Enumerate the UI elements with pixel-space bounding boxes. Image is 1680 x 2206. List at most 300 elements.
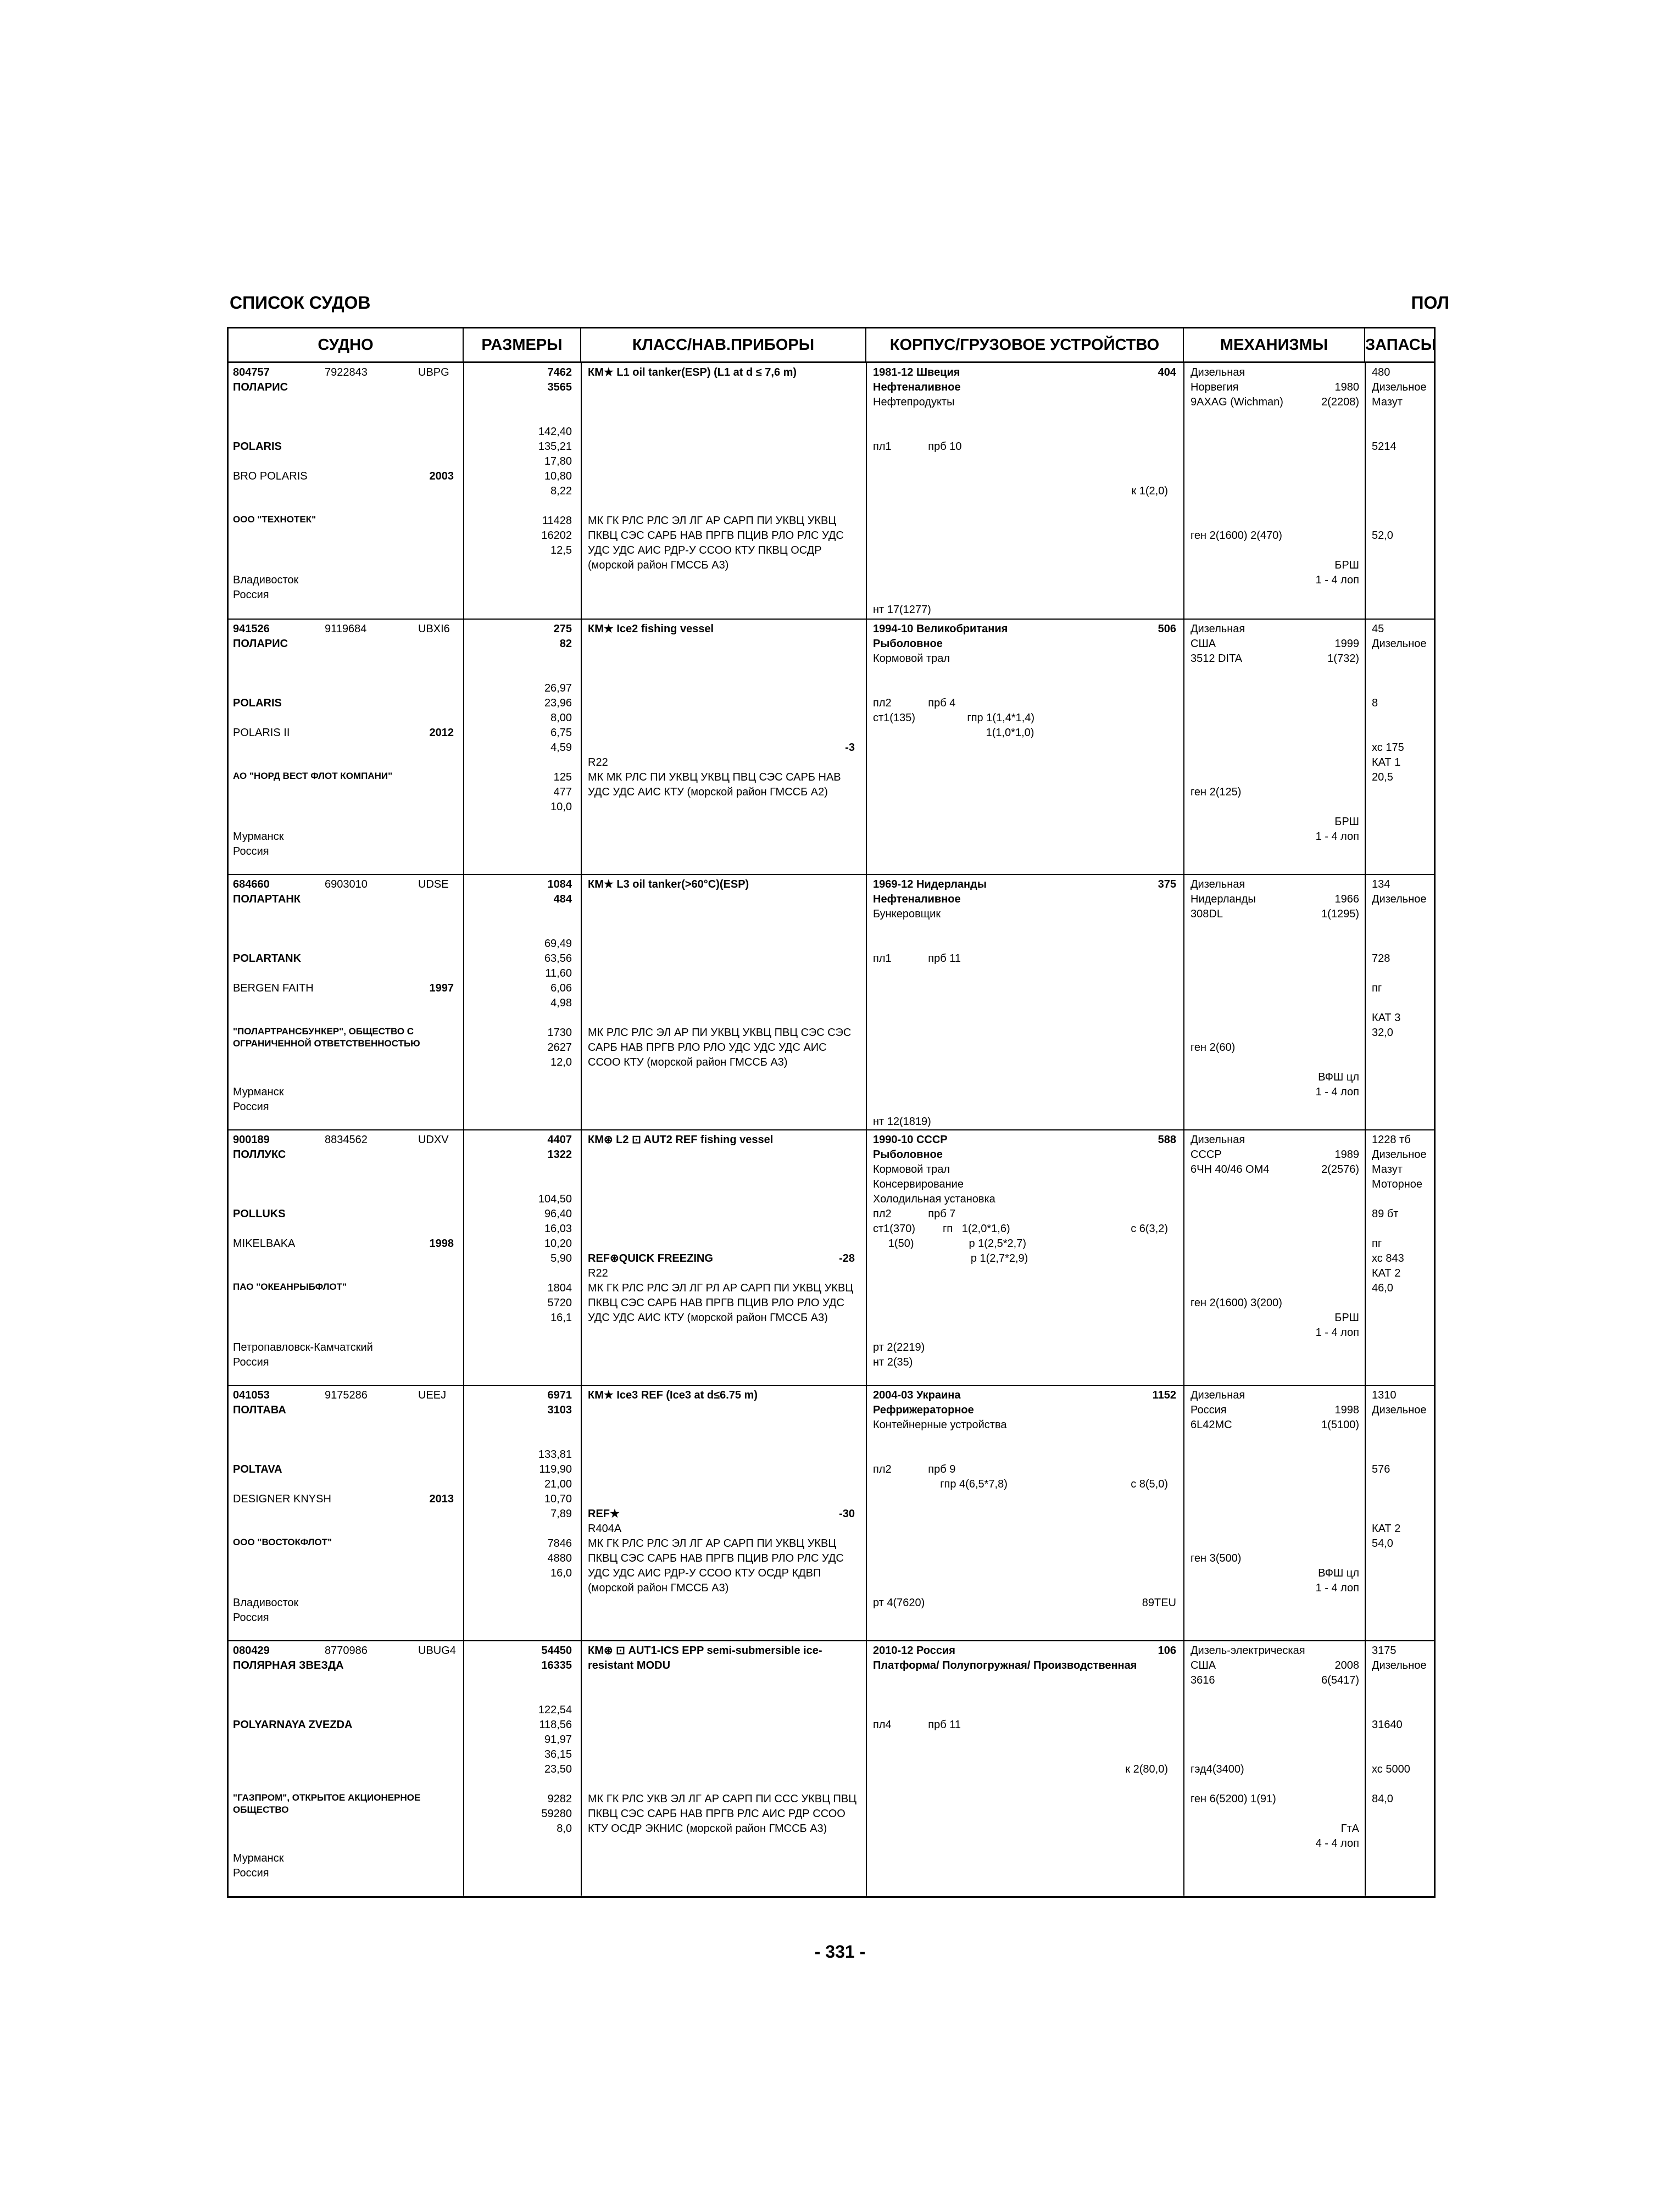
refrigerant-agent: R22 — [588, 1267, 608, 1279]
navigation-equipment: МК ГК РЛС РЛС ЭЛ ЛГ АР САРП ПИ УКВЦ УКВЦ ПКВЦ СЭС САРБ НАВ ПРГВ ПЦИВ РЛО РЛС УДС УДС УДС АИС РДР-У ССОО КТУ ОСДР КДВП (морской район ГМССБ А3) — [588, 1537, 844, 1594]
hull-detail: 1(1,0*1,0) — [873, 727, 1034, 739]
imo-number: 9119684 — [325, 623, 367, 635]
machinery-detail: ген 3(500) — [1191, 1552, 1242, 1564]
navigation-equipment: МК ГК РЛС РЛС ЭЛ ЛГ РЛ АР САРП ПИ УКВЦ УКВЦ ПКВЦ СЭС САРБ НАВ ПРГВ ПЦИВ РЛО РЛО УДС УДС УДС АИС КТУ (морской район ГМССБ А3) — [588, 1282, 854, 1324]
column-divider — [866, 875, 867, 1129]
owner-name: ПАО "ОКЕАНРЫБФЛОТ" — [233, 1282, 347, 1292]
stock-detail: 1228 тб — [1372, 1134, 1411, 1146]
former-name: BERGEN FAITH — [233, 982, 314, 994]
machinery-detail-right: 1 - 4 лоп — [1315, 1086, 1359, 1098]
vessel-entry — [229, 874, 1434, 1129]
dimension-value: 54450 — [541, 1645, 572, 1657]
flag-country: Россия — [233, 1612, 269, 1624]
stock-detail: 5214 — [1372, 441, 1397, 453]
vessel-latin-name: POLARIS — [233, 441, 282, 453]
hull-detail: Кормовой трал — [873, 653, 950, 665]
refrigeration-temp: -3 — [845, 742, 855, 754]
dimension-value: 104,50 — [538, 1193, 572, 1205]
column-divider — [866, 363, 867, 619]
column-divider — [1365, 1386, 1366, 1640]
machinery-detail: 9AXAG (Wichman) — [1191, 396, 1283, 408]
machinery-detail: 3512 DITA — [1191, 653, 1243, 665]
hull-detail: пл2 прб 7 — [873, 1208, 956, 1220]
owner-name: АО "НОРД ВЕСТ ФЛОТ КОМПАНИ" — [233, 771, 393, 781]
hull-detail: Нефтепродукты — [873, 396, 955, 408]
dimension-value: 1730 — [547, 1027, 572, 1039]
refrigeration-temp: -30 — [839, 1508, 855, 1520]
column-divider — [463, 1641, 464, 1896]
dimension-value: 8,00 — [550, 712, 572, 724]
hull-detail: Нефтеналивное — [873, 381, 961, 393]
dimension-value: 11,60 — [545, 967, 572, 979]
machinery-detail: ген 2(125) — [1191, 786, 1242, 798]
stock-detail: Дизельное — [1372, 1659, 1427, 1672]
machinery-detail: США — [1191, 1659, 1216, 1672]
stock-detail: 576 — [1372, 1463, 1390, 1475]
refrigerant-agent: R22 — [588, 756, 608, 768]
stock-detail: 480 — [1372, 366, 1390, 378]
column-divider — [581, 1641, 582, 1896]
dimension-value: 12,0 — [550, 1056, 572, 1068]
dimension-value: 17,80 — [544, 455, 572, 467]
stock-detail: 1310 — [1372, 1389, 1397, 1401]
owner-name: ООО "ТЕХНОТЕК" — [233, 514, 316, 525]
stock-detail: Дизельное — [1372, 893, 1427, 905]
registry-number: 080429 — [233, 1645, 270, 1657]
column-divider — [463, 875, 464, 1129]
machinery-detail-right: 4 - 4 лоп — [1315, 1837, 1359, 1850]
machinery-detail-right: БРШ — [1334, 1312, 1359, 1324]
machinery-detail: Россия — [1191, 1404, 1227, 1416]
column-divider — [866, 620, 867, 874]
dimension-value: 16,0 — [550, 1567, 572, 1579]
machinery-detail: ген 2(60) — [1191, 1041, 1236, 1054]
hull-detail: ст1(370) гп 1(2,0*1,6) — [873, 1223, 1010, 1235]
dimension-value: 6,75 — [550, 727, 572, 739]
dimension-value: 8,0 — [557, 1823, 572, 1835]
dimension-value: 91,97 — [544, 1734, 572, 1746]
dimension-value: 59280 — [541, 1808, 572, 1820]
hull-detail: нт 2(35) — [873, 1356, 913, 1368]
call-sign: UDXV — [418, 1134, 449, 1146]
col-header-class: КЛАСС/НАВ.ПРИБОРЫ — [581, 328, 866, 361]
machinery-detail: СССР — [1191, 1149, 1222, 1161]
owner-name: "ГАЗПРОМ", ОТКРЫТОЕ АКЦИОНЕРНОЕ ОБЩЕСТВО — [233, 1792, 421, 1815]
navigation-equipment: МК ГК РЛС УКВ ЭЛ ЛГ АР САРП ПИ ССС УКВЦ ПВЦ ПКВЦ СЭС САРБ НАВ ПРГВ РЛС АИС РДР ССОО КТУ ОСДР ЭКНИС (морской район ГМССБ А3) — [588, 1793, 857, 1835]
column-divider — [463, 1130, 464, 1385]
vessel-latin-name: POLTAVA — [233, 1463, 282, 1475]
dimension-value: 1804 — [547, 1282, 572, 1294]
hull-value: 506 — [1158, 623, 1176, 635]
stock-detail: пг — [1372, 1238, 1382, 1250]
page-number: - 331 - — [814, 1942, 866, 1962]
column-divider — [1365, 620, 1366, 874]
class-notation: КМ★ L3 oil tanker(>60°C)(ESP) — [588, 878, 749, 890]
machinery-detail-right: 1 - 4 лоп — [1315, 1582, 1359, 1594]
call-sign: UBPG — [418, 366, 449, 378]
machinery-detail-right: 1966 — [1334, 893, 1359, 905]
dimension-value: 10,80 — [544, 470, 572, 482]
dimension-value: 5720 — [547, 1297, 572, 1309]
dimension-value: 9282 — [547, 1793, 572, 1805]
imo-number: 8834562 — [325, 1134, 368, 1146]
hull-detail: пл4 прб 11 — [873, 1719, 961, 1731]
dimension-value: 1084 — [547, 878, 572, 890]
class-notation: КМ★ Ice2 fishing vessel — [588, 623, 714, 635]
dimension-value: 16,03 — [544, 1223, 572, 1235]
stock-detail: 46,0 — [1372, 1282, 1393, 1294]
vessel-latin-name: POLARIS — [233, 697, 282, 709]
hull-detail: пл1 прб 10 — [873, 441, 962, 453]
hull-value: 106 — [1158, 1645, 1176, 1657]
refrigeration-class: REF★ — [588, 1508, 620, 1520]
hull-detail: нт 17(1277) — [873, 604, 931, 616]
dimension-value: 119,90 — [539, 1463, 572, 1475]
hull-detail: Нефтеналивное — [873, 893, 961, 905]
hull-detail: Рыболовное — [873, 1149, 943, 1161]
class-notation: КМ⊛ ⊡ AUT1-ICS EPP semi-submersible ice-resistant MODU — [588, 1645, 822, 1672]
machinery-detail-right: ВФШ цл — [1318, 1567, 1359, 1579]
hull-detail: Рефрижераторное — [873, 1404, 974, 1416]
machinery-detail-right: 1998 — [1334, 1404, 1359, 1416]
column-divider — [581, 1130, 582, 1385]
vessel-latin-name: POLYARNAYA ZVEZDA — [233, 1719, 353, 1731]
hull-detail: рт 4(7620) — [873, 1597, 925, 1609]
stock-detail: 54,0 — [1372, 1537, 1393, 1550]
machinery-detail: Норвегия — [1191, 381, 1239, 393]
flag-country: Россия — [233, 845, 269, 857]
dimension-value: 135,21 — [538, 441, 572, 453]
vessel-name: ПОЛАРИС — [233, 381, 288, 393]
dimension-value: 6,06 — [550, 982, 572, 994]
hull-detail: Контейнерные устройства — [873, 1419, 1007, 1431]
stock-detail: 20,5 — [1372, 771, 1393, 783]
dimension-value: 82 — [559, 638, 572, 650]
build-date-country: 1994-10 Великобритания — [873, 623, 1008, 635]
dimension-value: 477 — [553, 786, 572, 798]
stock-detail: 52,0 — [1372, 530, 1393, 542]
build-year: 1997 — [429, 982, 454, 994]
machinery-detail: Дизельная — [1191, 366, 1245, 378]
column-divider — [581, 875, 582, 1129]
hull-detail: Бункеровщик — [873, 908, 941, 920]
stock-detail: 89 бт — [1372, 1208, 1399, 1220]
flag-country: Россия — [233, 1356, 269, 1368]
stock-detail: пг — [1372, 982, 1382, 994]
hull-value: 404 — [1158, 366, 1176, 378]
dimension-value: 5,90 — [550, 1252, 572, 1264]
vessel-name: ПОЛЛУКС — [233, 1149, 286, 1161]
stock-detail: 728 — [1372, 952, 1390, 965]
vessel-entry — [229, 1640, 1434, 1896]
dimension-value: 4,59 — [550, 742, 572, 754]
column-divider — [1183, 1130, 1184, 1385]
entries-container — [229, 363, 1434, 1896]
dimension-value: 133,81 — [538, 1449, 572, 1461]
dimension-value: 63,56 — [544, 952, 572, 965]
former-name: MIKELBAKA — [233, 1238, 296, 1250]
container-capacity: 89TEU — [1142, 1597, 1176, 1609]
build-year: 2013 — [429, 1493, 454, 1505]
dimension-value: 16202 — [541, 530, 572, 542]
hull-value: 375 — [1158, 878, 1176, 890]
dimension-value: 142,40 — [538, 426, 572, 438]
imo-number: 6903010 — [325, 878, 368, 890]
machinery-detail: США — [1191, 638, 1216, 650]
former-name: DESIGNER KNYSH — [233, 1493, 331, 1505]
col-header-vessel: СУДНО — [229, 328, 464, 361]
machinery-detail: ген 6(5200) 1(91) — [1191, 1793, 1276, 1805]
dimension-value: 275 — [553, 623, 572, 635]
machinery-detail-right: БРШ — [1334, 559, 1359, 571]
machinery-detail-right: 1(1295) — [1321, 908, 1359, 920]
hull-detail: Платформа/ Полупогружная/ Производственная — [873, 1659, 1137, 1672]
dimension-value: 10,0 — [550, 801, 572, 813]
dimension-value: 16335 — [541, 1659, 572, 1672]
machinery-detail-right: 1 - 4 лоп — [1315, 574, 1359, 586]
stock-detail: КАТ 2 — [1372, 1523, 1401, 1535]
column-divider — [866, 1386, 867, 1640]
former-name: POLARIS II — [233, 727, 290, 739]
flag-country: Россия — [233, 1867, 269, 1879]
stock-detail: 84,0 — [1372, 1793, 1393, 1805]
dimension-value: 7846 — [547, 1537, 572, 1550]
machinery-detail-right: 2(2208) — [1321, 396, 1359, 408]
registry-number: 900189 — [233, 1134, 270, 1146]
stock-detail: КАТ 3 — [1372, 1012, 1401, 1024]
machinery-detail: 308DL — [1191, 908, 1223, 920]
vessel-name: ПОЛЯРНАЯ ЗВЕЗДА — [233, 1659, 344, 1672]
stock-detail: 8 — [1372, 697, 1378, 709]
dimension-value: 26,97 — [544, 682, 572, 694]
stock-detail: хс 5000 — [1372, 1763, 1410, 1775]
dimension-value: 122,54 — [538, 1704, 572, 1716]
column-divider — [1365, 363, 1366, 619]
registry-number: 804757 — [233, 366, 270, 378]
hull-detail-right: с 8(5,0) — [1131, 1478, 1168, 1490]
col-header-hull: КОРПУС/ГРУЗОВОЕ УСТРОЙСТВО — [866, 328, 1184, 361]
machinery-detail-right: БРШ — [1334, 816, 1359, 828]
build-date-country: 1990-10 СССР — [873, 1134, 948, 1146]
hull-detail: Рыболовное — [873, 638, 943, 650]
stock-detail: 31640 — [1372, 1719, 1403, 1731]
stock-detail: Мазут — [1372, 1163, 1403, 1176]
dimension-value: 484 — [553, 893, 572, 905]
class-notation: КМ★ L1 oil tanker(ESP) (L1 at d ≤ 7,6 m) — [588, 366, 797, 378]
dimension-value: 16,1 — [550, 1312, 572, 1324]
machinery-detail: Дизельная — [1191, 1389, 1245, 1401]
column-divider — [1365, 875, 1366, 1129]
navigation-equipment: МК ГК РЛС РЛС ЭЛ ЛГ АР САРП ПИ УКВЦ УКВЦ ПКВЦ СЭС САРБ НАВ ПРГВ ПЦИВ РЛО РЛС УДС УДС УДС АИС РДР-У ССОО КТУ ПКВЦ ОСДР (морской район ГМССБ А3) — [588, 515, 844, 571]
column-divider — [463, 1386, 464, 1640]
vessel-entry — [229, 1129, 1434, 1385]
refrigeration-class: REF⊛QUICK FREEZING — [588, 1252, 713, 1264]
hull-detail-right: к 1(2,0) — [1131, 485, 1168, 497]
dimension-value: 11428 — [542, 515, 572, 527]
stock-detail: Мазут — [1372, 396, 1403, 408]
hull-detail: нт 12(1819) — [873, 1116, 931, 1128]
dimension-value: 96,40 — [544, 1208, 572, 1220]
dimension-value: 12,5 — [550, 544, 572, 556]
vessel-entry — [229, 1385, 1434, 1640]
hull-detail: р 1(2,7*2,9) — [873, 1252, 1028, 1264]
column-divider — [1183, 620, 1184, 874]
machinery-detail-right: ГтА — [1340, 1823, 1359, 1835]
build-date-country: 1969-12 Нидерланды — [873, 878, 987, 890]
dimension-value: 4880 — [547, 1552, 572, 1564]
dimension-value: 2627 — [547, 1041, 572, 1054]
machinery-detail-right: 1 - 4 лоп — [1315, 831, 1359, 843]
home-port: Мурманск — [233, 1086, 284, 1098]
build-year: 2003 — [429, 470, 454, 482]
ship-register-table — [227, 327, 1436, 1898]
dimension-value: 118,56 — [539, 1719, 572, 1731]
hull-detail: Консервирование — [873, 1178, 964, 1190]
call-sign: UEEJ — [418, 1389, 447, 1401]
stock-detail: КАТ 1 — [1372, 756, 1401, 768]
imo-number: 9175286 — [325, 1389, 368, 1401]
stock-detail: КАТ 2 — [1372, 1267, 1401, 1279]
column-divider — [866, 1641, 867, 1896]
dimension-value: 10,70 — [544, 1493, 572, 1505]
stock-detail: хс 843 — [1372, 1252, 1404, 1264]
dimension-value: 3103 — [547, 1404, 572, 1416]
registry-number: 941526 — [233, 623, 270, 635]
registry-number: 041053 — [233, 1389, 270, 1401]
dimension-value: 7462 — [547, 366, 572, 378]
machinery-detail: гэд4(3400) — [1191, 1763, 1244, 1775]
hull-detail: гпр 4(6,5*7,8) — [873, 1478, 1008, 1490]
call-sign: UBUG4 — [418, 1645, 456, 1657]
home-port: Владивосток — [233, 574, 299, 586]
hull-detail-right: к 2(80,0) — [1125, 1763, 1168, 1775]
dimension-value: 23,50 — [544, 1763, 572, 1775]
column-divider — [463, 363, 464, 619]
dimension-value: 6971 — [547, 1389, 572, 1401]
machinery-detail: 6L42MC — [1191, 1419, 1232, 1431]
machinery-detail-right: 6(5417) — [1321, 1674, 1359, 1686]
call-sign: UBXI6 — [418, 623, 450, 635]
hull-detail: 1(50) р 1(2,5*2,7) — [873, 1238, 1027, 1250]
stock-detail: хс 175 — [1372, 742, 1404, 754]
dimension-value: 7,89 — [550, 1508, 572, 1520]
imo-number: 8770986 — [325, 1645, 368, 1657]
machinery-detail-right: 1(5100) — [1321, 1419, 1359, 1431]
class-notation: КМ⊛ L2 ⊡ AUT2 REF fishing vessel — [588, 1134, 774, 1146]
registry-number: 684660 — [233, 878, 270, 890]
machinery-detail: Дизельная — [1191, 878, 1245, 890]
hull-detail: Холодильная установка — [873, 1193, 995, 1205]
build-date-country: 2004-03 Украина — [873, 1389, 961, 1401]
dimension-value: 23,96 — [544, 697, 572, 709]
dimension-value: 4,98 — [550, 997, 572, 1009]
column-divider — [866, 1130, 867, 1385]
imo-number: 7922843 — [325, 366, 368, 378]
dimension-value: 36,15 — [544, 1748, 572, 1761]
dimension-value: 4407 — [547, 1134, 572, 1146]
home-port: Мурманск — [233, 1852, 284, 1864]
vessel-entry — [229, 619, 1434, 874]
dimension-value: 21,00 — [544, 1478, 572, 1490]
navigation-equipment: МК МК РЛС ПИ УКВЦ УКВЦ ПВЦ СЭС САРБ НАВ УДС УДС АИС КТУ (морской район ГМССБ А2) — [588, 771, 841, 798]
column-divider — [581, 620, 582, 874]
home-port: Мурманск — [233, 831, 284, 843]
hull-detail: пл2 прб 9 — [873, 1463, 956, 1475]
machinery-detail: 6ЧН 40/46 ОМ4 — [1191, 1163, 1270, 1176]
vessel-entry — [229, 363, 1434, 619]
owner-name: "ПОЛАРТРАНСБУНКЕР", ОБЩЕСТВО С ОГРАНИЧЕННОЙ ОТВЕТСТВЕННОСТЬЮ — [233, 1026, 420, 1049]
flag-country: Россия — [233, 1101, 269, 1113]
col-header-dimensions: РАЗМЕРЫ — [464, 328, 581, 361]
section-label: ПОЛ — [1411, 293, 1449, 313]
stock-detail: Моторное — [1372, 1178, 1423, 1190]
column-divider — [581, 363, 582, 619]
machinery-detail: Нидерланды — [1191, 893, 1256, 905]
machinery-detail-right: 1989 — [1334, 1149, 1359, 1161]
hull-value: 588 — [1158, 1134, 1176, 1146]
machinery-detail-right: ВФШ цл — [1318, 1071, 1359, 1083]
flag-country: Россия — [233, 589, 269, 601]
build-year: 1998 — [429, 1238, 454, 1250]
owner-name: ООО "ВОСТОКФЛОТ" — [233, 1537, 332, 1547]
former-name: BRO POLARIS — [233, 470, 308, 482]
build-year: 2012 — [429, 727, 454, 739]
machinery-detail-right: 1 - 4 лоп — [1315, 1327, 1359, 1339]
machinery-detail-right: 1999 — [1334, 638, 1359, 650]
machinery-detail-right: 1980 — [1334, 381, 1359, 393]
dimension-value: 10,20 — [544, 1238, 572, 1250]
home-port: Владивосток — [233, 1597, 299, 1609]
home-port: Петропавловск-Камчатский — [233, 1341, 373, 1353]
machinery-detail-right: 2008 — [1334, 1659, 1359, 1672]
stock-detail: Дизельное — [1372, 1404, 1427, 1416]
column-divider — [463, 620, 464, 874]
call-sign: UDSE — [418, 878, 449, 890]
machinery-detail: Дизельная — [1191, 623, 1245, 635]
dimension-value: 3565 — [547, 381, 572, 393]
build-date-country: 1981-12 Швеция — [873, 366, 960, 378]
stock-detail: Дизельное — [1372, 638, 1427, 650]
stock-detail: 134 — [1372, 878, 1390, 890]
machinery-detail-right: 1(732) — [1327, 653, 1359, 665]
page-title: СПИСОК СУДОВ — [230, 293, 371, 313]
column-divider — [1183, 875, 1184, 1129]
dimension-value: 1322 — [547, 1149, 572, 1161]
hull-detail: пл2 прб 4 — [873, 697, 956, 709]
refrigerant-agent: R404A — [588, 1523, 622, 1535]
refrigeration-temp: -28 — [839, 1252, 855, 1264]
hull-detail: рт 2(2219) — [873, 1341, 925, 1353]
dimension-value: 8,22 — [550, 485, 572, 497]
column-divider — [581, 1386, 582, 1640]
stock-detail: 45 — [1372, 623, 1384, 635]
dimension-value: 125 — [553, 771, 572, 783]
class-notation: КМ★ Ice3 REF (Ice3 at d≤6.75 m) — [588, 1389, 758, 1401]
hull-detail: пл1 прб 11 — [873, 952, 961, 965]
machinery-detail: ген 2(1600) 2(470) — [1191, 530, 1282, 542]
stock-detail: 3175 — [1372, 1645, 1397, 1657]
machinery-detail: Дизель-электрическая — [1191, 1645, 1305, 1657]
col-header-stocks: ЗАПАСЫ — [1365, 336, 1437, 354]
vessel-latin-name: POLARTANK — [233, 952, 302, 965]
column-divider — [1365, 1130, 1366, 1385]
machinery-detail-right: 2(2576) — [1321, 1163, 1359, 1176]
dimension-value: 69,49 — [544, 938, 572, 950]
build-date-country: 2010-12 Россия — [873, 1645, 955, 1657]
column-divider — [1183, 1641, 1184, 1896]
hull-detail: Кормовой трал — [873, 1163, 950, 1176]
vessel-name: ПОЛАРТАНК — [233, 893, 301, 905]
